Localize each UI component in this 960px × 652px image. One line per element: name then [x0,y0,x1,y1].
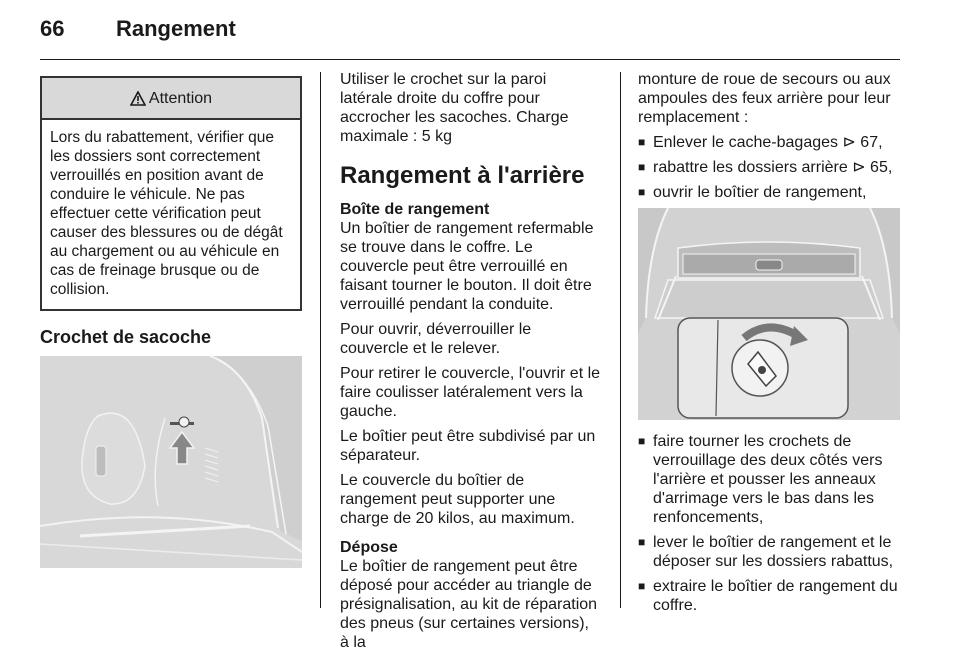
paragraph: Pour ouvrir, déverrouiller le couvercle et le relever. [340,321,532,357]
warning-box [40,76,302,311]
page-title: Rangement [116,16,236,41]
steps-list-b [638,432,900,615]
paragraph: Le boîtier de rangement peut être déposé pour accéder au triangle de présignalisation, au kit de réparation des pneus (sur certaines versions), à la [340,558,598,651]
warning-label: Attention [148,89,213,107]
warning-triangle-icon [130,91,146,106]
list-item: ■ faire tourner les crochets de verrouillage des deux côtés vers l'arrière et pousser les anneaux d'arrimage vers le bas dans les renfoncements, [638,432,900,527]
steps-list-a [638,133,900,202]
warning-text: Lors du rabattement, vérifier que les dossiers sont correctement verrouillés en position avant de conduire le véhicule. Ne pas effectuer cette vérification peut causer des blessures ou de dégât au chargement ou au véhicule en cas de freinage brusque ou de collision. [50,129,283,298]
column-3 [638,70,900,621]
page-number: 66 [40,16,65,41]
subheading-depose: Dépose [340,539,398,556]
subheading-boite: Boîte de rangement [340,201,490,218]
list-item: ■ lever le boîtier de rangement et le déposer sur les dossiers rabattus, [638,533,900,571]
list-item: ■ Enlever le cache-bagages ⊳ 67, [638,133,900,152]
paragraph: Utiliser le crochet sur la paroi latérale droite du coffre pour accrocher les sacoches. Charge maximale : 5 kg [340,71,569,145]
list-item: ■ extraire le boîtier de rangement du coffre. [638,577,900,615]
paragraph: Pour retirer le couvercle, l'ouvrir et le faire coulisser latéralement vers la gauche. [340,365,601,420]
paragraph: monture de roue de secours ou aux ampoules des feux arrière pour leur remplacement : [638,71,891,126]
column-divider [620,72,621,608]
header-rule [40,59,900,60]
storage-box-illustration [638,208,900,420]
paragraph: Le boîtier peut être subdivisé par un séparateur. [340,428,596,464]
section-heading-arriere: Rangement à l'arrière [340,162,585,189]
section-heading-crochet: Crochet de sacoche [40,327,212,347]
paragraph: Le couvercle du boîtier de rangement peut supporter une charge de 20 kilos, au maximum. [340,472,575,527]
list-item: ■ rabattre les dossiers arrière ⊳ 65, [638,158,900,177]
paragraph: Un boîtier de rangement refermable se trouve dans le coffre. Le couvercle peut être verrouillé en faisant tourner le bouton. Il doit être verrouillé pendant la conduite. [340,220,594,313]
column-1 [40,70,302,568]
column-divider [320,72,321,608]
list-item: ■ ouvrir le boîtier de rangement, [638,183,900,202]
column-2 [340,70,602,652]
warning-header [42,78,300,120]
trunk-hook-illustration [40,356,302,568]
